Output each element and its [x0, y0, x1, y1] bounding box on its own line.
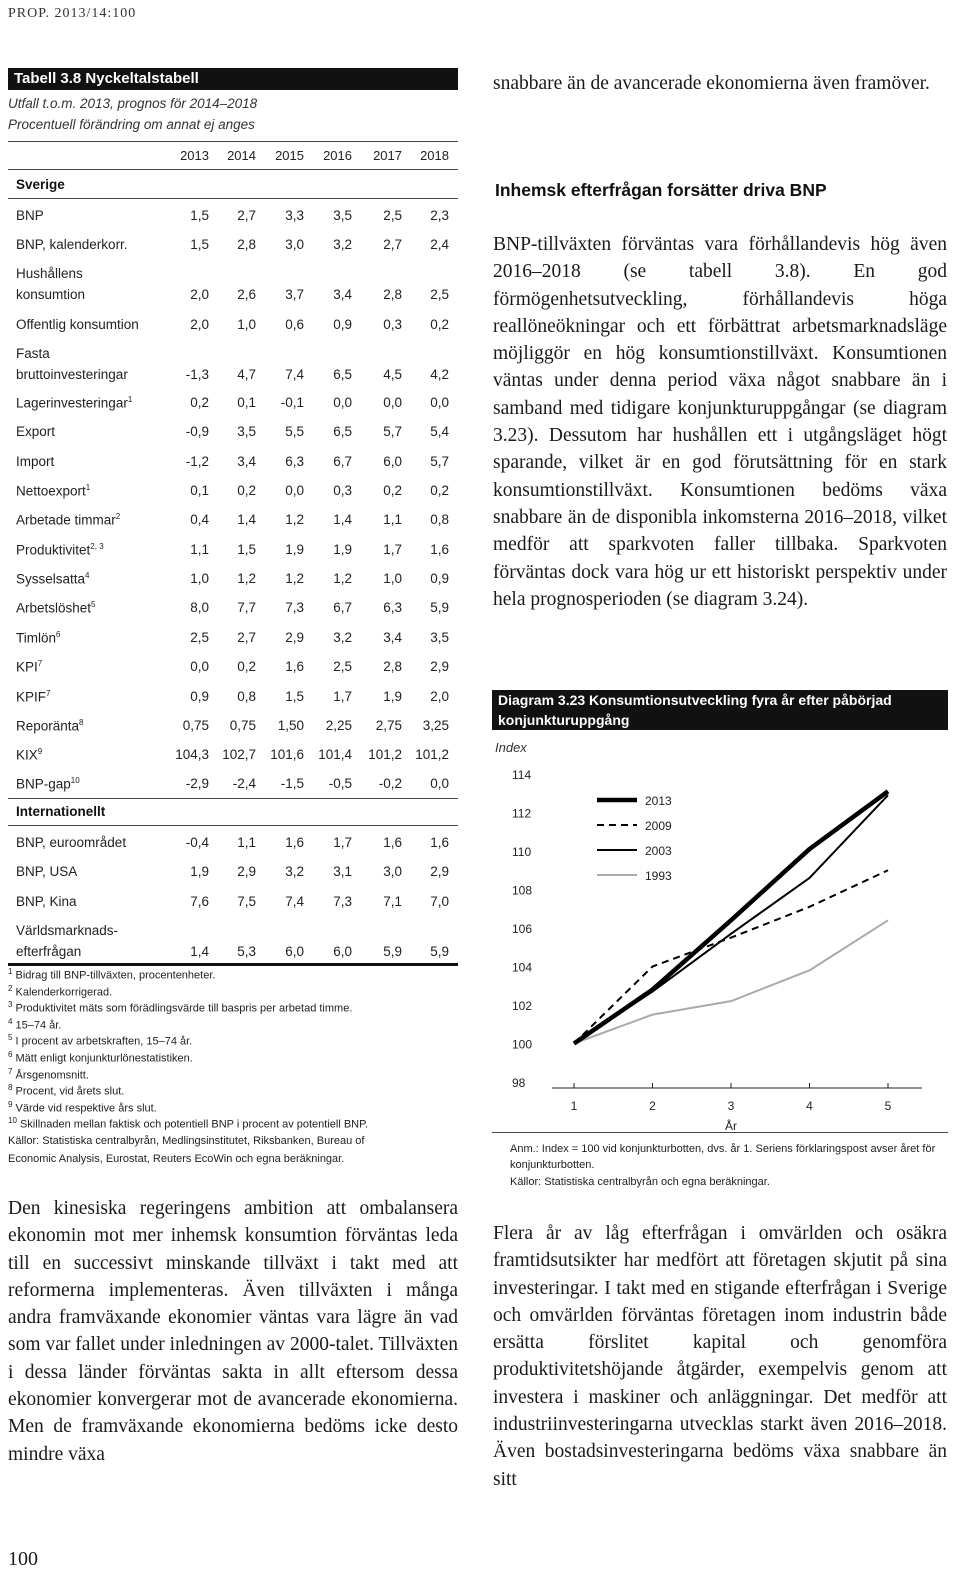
table-row-label — [16, 424, 55, 439]
table-cell: 2,9 — [430, 659, 449, 674]
table-cell: 2,8 — [383, 287, 402, 302]
table-cell: 1,6 — [430, 542, 449, 557]
page-header: PROP. 2013/14:100 — [8, 6, 137, 21]
body-paragraph-left: Den kinesiska regeringens ambition att ombalansera ekonomin mot mer inhemsk konsumtion förväntas leda till en successivt minskande tillväxt i takt med att reformerna implementeras. Även tillväxten i många andra framväxande ekonomier väntas vara lägre än vad som var fallet under inledningen av 2000-talet. Tillväxten i dessa länder förväntas sakta in allt eftersom dessa ekonomier konvergerar mot de avancerade ekonomierna. Men de framväxande ekonomierna bedöms icke desto mindre växa — [8, 1198, 458, 1465]
footnote-marker: 10 — [70, 776, 80, 785]
table-cell: 101,4 — [318, 747, 352, 762]
table-cell: 0,2 — [237, 659, 256, 674]
table-cell: 1,5 — [285, 689, 304, 704]
row-label-text: Arbetslöshet — [16, 600, 92, 616]
chart-title — [492, 690, 948, 730]
series-line-2009 — [574, 870, 888, 1043]
table-cell: 8,0 — [190, 600, 209, 615]
footnote-text: Mätt enligt konjunkturlönestatistiken. — [15, 1052, 193, 1065]
page-number: 100 — [8, 1548, 38, 1570]
table-cell: 2,7 — [237, 630, 256, 645]
chart-title-line1: Diagram 3.23 Konsumtionsutveckling fyra år efter påbörjad — [498, 692, 892, 708]
table-cell: 0,6 — [285, 317, 304, 332]
table-cell: 6,5 — [333, 367, 352, 382]
table-cell: 2,75 — [375, 718, 402, 733]
table-cell: 2,5 — [333, 659, 352, 674]
table-row-label — [16, 542, 104, 558]
year-header: 2017 — [373, 148, 402, 163]
year-header: 2018 — [420, 148, 449, 163]
table-cell: 5,4 — [430, 424, 449, 439]
row-label-text: Fasta — [16, 346, 50, 361]
legend-label: 1993 — [645, 869, 672, 883]
footnote-text: Procent, vid årets slut. — [15, 1085, 125, 1098]
table-rule — [8, 798, 458, 799]
table-cell: 4,2 — [430, 367, 449, 382]
table-cell: 1,9 — [190, 864, 209, 879]
table-cell: 0,8 — [430, 512, 449, 527]
table-cell: 2,8 — [383, 659, 402, 674]
footnote-text: Värde vid respektive års slut. — [15, 1102, 157, 1115]
table-row-label — [16, 346, 50, 361]
table-cell: 3,2 — [333, 630, 352, 645]
table-cell: 2,0 — [190, 317, 209, 332]
table-cell: 2,0 — [190, 287, 209, 302]
table-rule — [8, 169, 458, 170]
table-row-label — [16, 894, 77, 909]
row-label-text: BNP, USA — [16, 864, 78, 879]
table-cell: 104,3 — [175, 747, 209, 762]
footnote-number: 3 — [8, 1000, 13, 1010]
table-cell: 2,3 — [430, 208, 449, 223]
table-cell: 7,4 — [285, 367, 304, 382]
table-cell: 3,0 — [285, 237, 304, 252]
x-tick-label: 5 — [884, 1099, 892, 1113]
x-axis-title: År — [725, 1119, 737, 1130]
table-cell: 2,7 — [383, 237, 402, 252]
table-cell: 3,5 — [430, 630, 449, 645]
table-cell: -0,2 — [378, 776, 402, 791]
table-cell: 0,9 — [333, 317, 352, 332]
table-cell: 1,6 — [285, 659, 304, 674]
table-source-2: Economic Analysis, Eurostat, Reuters EcoWin och egna beräkningar. — [8, 1153, 345, 1165]
table-cell: 2,7 — [237, 208, 256, 223]
table-cell: 2,6 — [237, 287, 256, 302]
row-label-text: Världsmarknads- — [16, 923, 119, 938]
y-tick-label: 112 — [512, 806, 532, 821]
table-cell: 0,2 — [430, 483, 449, 498]
table-cell: 0,1 — [190, 483, 209, 498]
table-cell: 5,5 — [285, 424, 304, 439]
row-label-text: KIX — [16, 747, 38, 763]
table-row-label — [16, 237, 128, 252]
table-cell: 0,0 — [190, 659, 209, 674]
footnote-marker: 5 — [91, 600, 96, 609]
x-tick-label: 4 — [806, 1099, 813, 1113]
table-cell: 7,6 — [190, 894, 209, 909]
row-label-text: Arbetade timmar — [16, 512, 116, 528]
footnote — [8, 1017, 61, 1032]
table-subtitle: Utfall t.o.m. 2013, prognos för 2014–2018 — [8, 96, 258, 111]
year-header: 2015 — [275, 148, 304, 163]
legend-label: 2013 — [645, 794, 672, 808]
table-cell: 0,1 — [237, 395, 256, 410]
y-tick-label: 108 — [512, 883, 533, 898]
row-label-text: BNP, kalenderkorr. — [16, 237, 128, 252]
table-row-label — [16, 747, 42, 763]
table-cell: 1,6 — [285, 835, 304, 850]
footnote-marker: 7 — [37, 659, 43, 668]
table-cell: 101,2 — [415, 747, 449, 762]
table-cell: 2,8 — [237, 237, 256, 252]
table-cell: 1,1 — [383, 512, 402, 527]
table-cell: 1,5 — [190, 237, 209, 252]
footnote-text: Bidrag till BNP-tillväxten, procentenheter. — [15, 969, 216, 982]
table-cell: 1,7 — [383, 542, 402, 557]
table-rule — [8, 825, 458, 826]
table-cell: 1,1 — [190, 542, 209, 557]
table-cell: 0,2 — [383, 483, 402, 498]
table-cell: 1,0 — [383, 571, 402, 586]
table-row-label — [16, 689, 50, 705]
table-cell: 3,5 — [333, 208, 352, 223]
row-label-text: bruttoinvesteringar — [16, 367, 128, 382]
table-cell: 5,3 — [237, 944, 256, 959]
table-rule — [8, 141, 458, 142]
table-source: Källor: Statistiska centralbyrån, Medlingsinstitutet, Riksbanken, Bureau of — [8, 1135, 365, 1147]
footnote-number: 9 — [8, 1099, 13, 1109]
y-tick-label: 110 — [512, 845, 532, 859]
table-cell: 0,8 — [237, 689, 256, 704]
table-cell: 7,0 — [430, 894, 449, 909]
x-tick-label: 3 — [727, 1099, 735, 1113]
table-cell: 0,0 — [285, 483, 304, 498]
row-label-text: Lagerinvesteringar — [16, 395, 128, 411]
body-paragraph-right-1: BNP-tillväxten förväntas vara förhållandevis hög även 2016–2018 (se tabell 3.8). En god förmögenhetsutveckling, förhållandevis höga reallöneökningar och ett förbättrat arbetsmarknadsläge möjliggör en hög konsumtionstillväxt. Konsumtionen väntas under denna period växa något snabbare än i samband med tidigare konjunkturuppgångar (se diagram 3.23). Dessutom har hushållen ett i utgångsläget högt sparande, vilket är en god förutsättning för en stark konsumtionstillväxt. Konsumtionen bedöms växa snabbare än de disponibla inkomsterna 2016–2018, vilket medför att sparkvoten faller tillbaka. Sparkvoten förväntas dock vara hög ur ett historiskt perspektiv under hela prognosperioden (se diagram 3.24). — [493, 234, 947, 610]
table-cell: 6,3 — [285, 454, 304, 469]
table-row-label — [16, 659, 42, 675]
table-cell: 1,9 — [383, 689, 402, 704]
footnote-marker: 7 — [46, 689, 51, 698]
table-cell: 0,75 — [229, 718, 256, 733]
table-cell: 0,2 — [237, 483, 256, 498]
table-cell: 102,7 — [222, 747, 256, 762]
table-cell: 5,9 — [430, 600, 449, 615]
table-cell: 1,6 — [383, 835, 402, 850]
table-cell: 1,2 — [237, 571, 256, 586]
body-paragraph-right-top: snabbare än de avancerade ekonomierna även framöver. — [493, 73, 930, 94]
footnote-marker: 2, 3 — [90, 542, 104, 551]
row-label-text: Export — [16, 424, 56, 439]
table-cell: 3,7 — [285, 287, 304, 302]
table-cell: 5,7 — [430, 454, 449, 469]
table-title: Tabell 3.8 Nyckeltalstabell — [8, 68, 458, 90]
footnote-marker: 2 — [115, 512, 121, 521]
footnote — [8, 1116, 368, 1131]
chart-source: Källor: Statistiska centralbyrån och egna beräkningar. — [510, 1176, 770, 1188]
legend-label: 2003 — [645, 844, 672, 858]
footnote-marker: 9 — [37, 747, 43, 756]
table-cell: 3,2 — [333, 237, 352, 252]
table-cell: 0,0 — [430, 776, 449, 791]
table-cell: 6,5 — [333, 424, 352, 439]
table-cell: -2,9 — [185, 776, 209, 791]
y-tick-label: 106 — [512, 922, 533, 936]
table-cell: 1,6 — [430, 835, 449, 850]
table-row-label — [16, 454, 54, 469]
table-cell: 1,2 — [285, 512, 304, 527]
table-cell: 101,6 — [270, 747, 304, 762]
footnote-text: I procent av arbetskraften, 15–74 år. — [15, 1036, 193, 1049]
table-row-label — [16, 923, 118, 938]
table-row-label — [16, 864, 77, 879]
table-row-label — [16, 600, 96, 616]
footnote-number: 5 — [8, 1033, 13, 1043]
table-cell: 0,2 — [430, 317, 449, 332]
y-tick-label: 98 — [512, 1076, 526, 1090]
row-label-text: Timlön — [16, 630, 57, 646]
table-cell: 2,5 — [190, 630, 209, 645]
y-tick-label: 100 — [512, 1037, 533, 1052]
body-paragraph-right-2: Flera år av låg efterfrågan i omvärlden och osäkra framtidsutsikter har medfört att företagen skjutit på sina investeringar. I takt med en stigande efterfrågan i Sverige och omvärlden förväntas företagen inom industrin både ersätta förslitet kapital och genomföra produktivitetshöjande åtgärder, exempelvis genom att investera i maskiner och anläggningar. Det medför att industriinvesteringarna utvecklas starkt även 2016–2018. Även bostadsinvesteringarna bedöms växa snabbare än sitt — [493, 1223, 947, 1490]
row-label-text: konsumtion — [16, 287, 86, 302]
x-tick-label: 2 — [649, 1099, 656, 1113]
table-cell: -0,9 — [185, 424, 209, 439]
table-cell: -1,3 — [185, 367, 209, 382]
table-bottom-rule — [8, 963, 458, 966]
table-row-label — [16, 776, 80, 792]
table-cell: 1,9 — [285, 542, 304, 557]
row-label-text: Hushållens — [16, 266, 83, 281]
table-cell: 7,7 — [237, 600, 256, 615]
table-cell: 5,9 — [430, 944, 449, 959]
table-row-label — [16, 483, 90, 499]
footnote — [8, 1067, 89, 1082]
row-label-text: Offentlig konsumtion — [16, 317, 139, 332]
table-cell: 2,5 — [430, 287, 449, 302]
footnote-number: 6 — [8, 1050, 13, 1059]
footnote-number: 2 — [8, 983, 13, 993]
year-header: 2014 — [227, 148, 256, 163]
footnote — [8, 1050, 193, 1065]
year-header: 2013 — [180, 148, 209, 163]
legend-label: 2009 — [645, 819, 672, 833]
table-row-label — [16, 718, 84, 734]
table-cell: 1,5 — [237, 542, 256, 557]
table-cell: 5,7 — [383, 424, 402, 439]
row-label-text: Nettoexport — [16, 483, 86, 499]
table-cell: 1,7 — [333, 835, 352, 850]
table-cell: 6,0 — [383, 454, 402, 469]
table-cell: 0,2 — [190, 395, 209, 410]
table-cell: 1,2 — [285, 571, 304, 586]
row-label-text: efterfrågan — [16, 944, 82, 959]
table-cell: 2,9 — [285, 630, 304, 645]
footnote-number: 4 — [8, 1016, 13, 1026]
table-cell: 0,3 — [383, 317, 402, 332]
table-cell: 1,0 — [190, 571, 209, 586]
table-cell: 6,7 — [333, 454, 352, 469]
table-cell: 0,0 — [333, 395, 352, 410]
row-label-text: Produktivitet — [16, 542, 91, 558]
y-tick-label: 114 — [512, 768, 532, 782]
footnote — [8, 1000, 352, 1015]
table-cell: 0,9 — [430, 571, 449, 586]
table-cell: 7,1 — [383, 894, 402, 909]
table-cell: 2,4 — [430, 237, 449, 252]
table-cell: 0,9 — [190, 689, 209, 704]
table-row-label — [16, 266, 83, 281]
table-cell: 1,1 — [237, 835, 256, 850]
table-cell: 7,3 — [285, 600, 304, 615]
footnote — [8, 1083, 124, 1098]
footnote-marker: 8 — [79, 718, 84, 727]
table-cell: -1,2 — [185, 454, 209, 469]
footnote — [8, 1100, 157, 1115]
table-row-label — [16, 630, 60, 646]
chart-rule — [492, 1132, 948, 1133]
table-cell: 1,7 — [333, 689, 352, 704]
table-cell: 1,5 — [190, 208, 209, 223]
footnote-number: 10 — [8, 1116, 17, 1126]
table-cell: 1,4 — [237, 512, 256, 527]
footnote-number: 8 — [8, 1083, 13, 1093]
table-cell: 3,4 — [383, 630, 402, 645]
table-cell: -0,1 — [280, 395, 304, 410]
chart-note: Anm.: Index = 100 vid konjunkturbotten, dvs. år 1. Seriens förklaringspost avser året för — [510, 1143, 936, 1155]
footnote-marker: 1 — [85, 483, 91, 492]
table-cell: 1,9 — [333, 542, 352, 557]
row-label-text: BNP, euroområdet — [16, 835, 127, 850]
table-cell: 6,3 — [383, 600, 402, 615]
table-cell: 2,5 — [383, 208, 402, 223]
chart-note-2: konjunkturbotten. — [510, 1159, 595, 1171]
table-row-label — [16, 512, 120, 528]
footnote-text: Årsgenomsnitt. — [15, 1069, 89, 1082]
row-label-text: Import — [16, 454, 55, 469]
section-heading: Inhemsk efterfrågan forsätter driva BNP — [495, 180, 827, 200]
table-cell: 4,7 — [237, 367, 256, 382]
row-label-text: KPIF — [16, 689, 47, 705]
table-cell: 1,4 — [333, 512, 352, 527]
section-heading-sweden: Sverige — [16, 177, 65, 192]
table-row-label — [16, 208, 44, 223]
chart-y-axis-label: Index — [495, 740, 527, 755]
table-cell: 7,4 — [285, 894, 304, 909]
table-cell: 7,5 — [237, 894, 256, 909]
line-chart — [492, 758, 948, 1130]
table-cell: 3,3 — [285, 208, 304, 223]
footnote-marker: 6 — [56, 630, 61, 639]
footnote-marker: 1 — [127, 395, 133, 404]
table-cell: 2,0 — [430, 689, 449, 704]
x-tick-label: 1 — [570, 1099, 578, 1113]
table-cell: 3,4 — [333, 287, 352, 302]
table-row-label — [16, 395, 132, 411]
row-label-text: BNP — [16, 208, 44, 223]
table-cell: 0,4 — [190, 512, 209, 527]
row-label-text: BNP-gap — [16, 776, 71, 792]
row-label-text: Sysselsatta — [16, 571, 86, 587]
table-cell: 4,5 — [383, 367, 402, 382]
table-cell: 3,2 — [285, 864, 304, 879]
footnote-text: Kalenderkorrigerad. — [15, 986, 113, 999]
row-label-text: Reporänta — [16, 718, 80, 734]
table-cell: 6,0 — [333, 944, 352, 959]
year-header: 2016 — [323, 148, 352, 163]
section-heading-international: Internationellt — [16, 804, 106, 819]
table-cell: 101,2 — [368, 747, 402, 762]
table-cell: 0,3 — [333, 483, 352, 498]
table-cell: 0,0 — [430, 395, 449, 410]
table-cell: 1,50 — [277, 718, 304, 733]
table-cell: 3,4 — [237, 454, 256, 469]
table-rule — [8, 198, 458, 199]
table-cell: 2,25 — [325, 718, 352, 733]
series-line-2013 — [574, 791, 888, 1043]
table-cell: 6,0 — [285, 944, 304, 959]
footnote-text: 15–74 år. — [15, 1019, 62, 1032]
table-cell: 1,4 — [190, 944, 209, 959]
chart-title-line2: konjunkturuppgång — [498, 712, 630, 728]
table-cell: 6,7 — [333, 600, 352, 615]
table-cell: -0,5 — [328, 776, 352, 791]
series-line-1993 — [574, 920, 888, 1043]
table-cell: 0,75 — [182, 718, 209, 733]
table-cell: 1,2 — [333, 571, 352, 586]
footnote — [8, 967, 215, 982]
footnote — [8, 984, 112, 999]
table-subtitle-2: Procentuell förändring om annat ej anges — [8, 117, 255, 132]
table-cell: 0,0 — [383, 395, 402, 410]
table-cell: -1,5 — [280, 776, 304, 791]
footnote-text: Skillnaden mellan faktisk och potentiell BNP i procent av potentiell BNP. — [19, 1119, 369, 1132]
row-label-text: KPI — [16, 659, 38, 675]
table-cell: 3,1 — [333, 864, 352, 879]
table-cell: 7,3 — [333, 894, 352, 909]
table-row-label — [16, 317, 139, 332]
table-cell: 2,9 — [430, 864, 449, 879]
row-label-text: BNP, Kina — [16, 894, 77, 909]
table-cell: 3,5 — [237, 424, 256, 439]
table-cell: 3,0 — [383, 864, 402, 879]
y-tick-label: 102 — [512, 999, 533, 1013]
table-cell: 3,25 — [422, 718, 449, 733]
footnote-marker: 4 — [85, 571, 90, 580]
footnote-number: 1 — [8, 967, 13, 976]
footnote-number: 7 — [8, 1066, 13, 1076]
footnote — [8, 1033, 192, 1048]
table-cell: 2,9 — [237, 864, 256, 879]
footnote-text: Produktivitet mäts som förädlingsvärde till baspris per arbetad timme. — [15, 1002, 353, 1015]
table-cell: 5,9 — [383, 944, 402, 959]
y-tick-label: 104 — [512, 960, 533, 975]
table-row-label — [16, 571, 89, 587]
table-cell: 1,0 — [237, 317, 256, 332]
table-row-label — [16, 835, 126, 850]
table-cell: -0,4 — [185, 835, 209, 850]
table-cell: -2,4 — [232, 776, 256, 791]
